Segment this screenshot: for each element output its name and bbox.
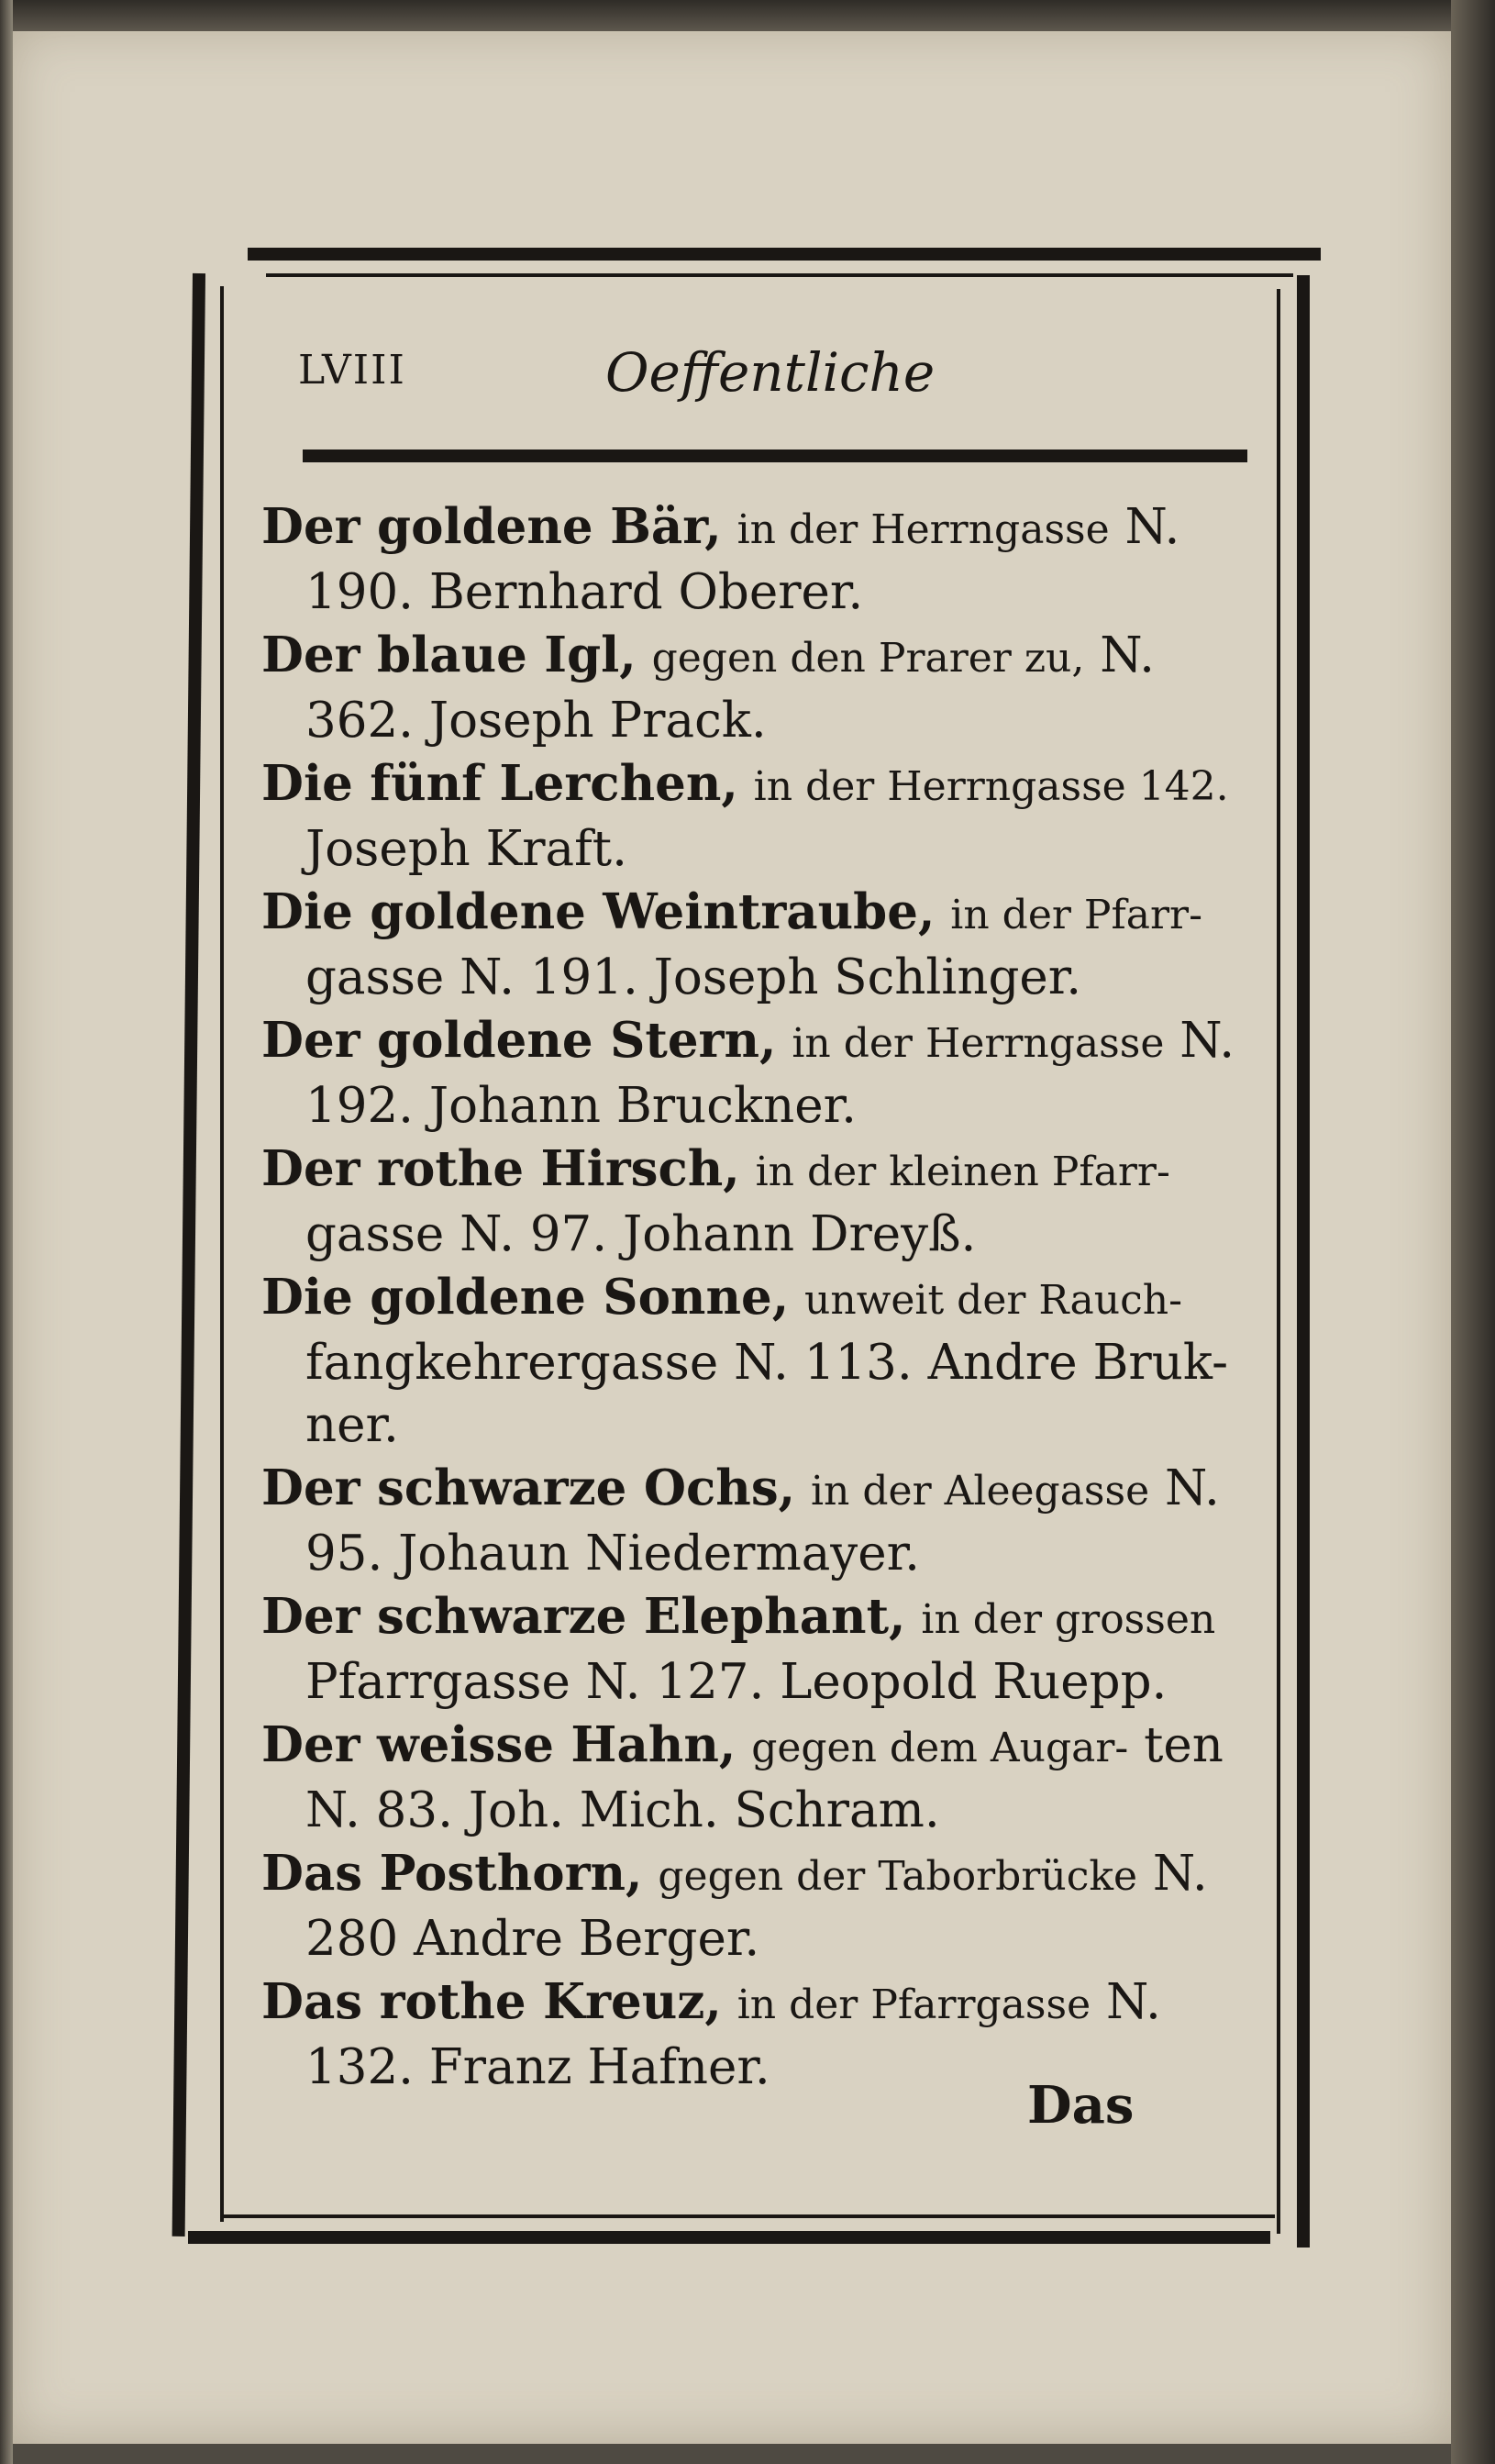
entry-detail: N. 190. Bernhard Oberer. (305, 499, 1180, 620)
entry-name: Die goldene Weintraube, (261, 883, 936, 940)
entry-detail: gasse N. 97. Johann Dreyß. (305, 1206, 977, 1262)
frame-right-rule (1297, 275, 1310, 2248)
entry-name: Die fünf Lerchen, (261, 755, 738, 812)
frame-bottom-inner-rule (220, 2214, 1275, 2218)
running-head: Oeffentliche (605, 341, 936, 404)
frame-bottom-rule (188, 2231, 1270, 2244)
entry-location: in der Pfarrgasse (736, 1981, 1091, 2028)
entry-name: Der goldene Stern, (261, 1012, 777, 1069)
entry-name: Das rothe Kreuz, (261, 1973, 722, 2030)
entry-name: Der schwarze Ochs, (261, 1460, 796, 1516)
entry-detail: gasse N. 191. Joseph Schlinger. (305, 949, 1082, 1005)
entry-name: Der blaue Igl, (261, 627, 637, 683)
page-number: LVIII (298, 347, 406, 394)
frame-left-inner-rule (220, 286, 224, 2222)
entry-location: in der Pfarr- (950, 892, 1202, 938)
entry-detail: N. 95. Johaun Niedermayer. (305, 1460, 1220, 1582)
entry-name: Der rothe Hirsch, (261, 1140, 740, 1197)
entry-detail: ten N. 83. Joh. Mich. Schram. (305, 1717, 1224, 1838)
entry-location: in der Herrngasse 142. (753, 763, 1229, 810)
entry-location: in der kleinen Pfarr- (755, 1149, 1170, 1195)
entry-detail: Joseph Kraft. (305, 821, 627, 877)
entry-detail: N. 362. Joseph Prack. (305, 627, 1156, 749)
list-item (261, 1009, 1243, 1138)
frame-top-inner-rule (266, 273, 1293, 277)
entry-name: Der goldene Bär, (261, 498, 722, 555)
entry-name: Die goldene Sonne, (261, 1269, 790, 1326)
entry-location: in der Aleegasse (810, 1468, 1150, 1515)
entry-list (261, 495, 1243, 2099)
list-item (261, 495, 1243, 624)
entry-detail: fangkehrergasse N. 113. Andre Bruk-ner. (305, 1335, 1228, 1453)
entry-detail: N. 280 Andre Berger. (305, 1846, 1208, 1967)
entry-detail: Pfarrgasse N. 127. Leopold Ruepp. (305, 1654, 1168, 1710)
frame-top-rule (248, 248, 1321, 261)
entry-detail: N. 132. Franz Hafner. (305, 1974, 1161, 2095)
entry-location: gegen den Prarer zu, (651, 635, 1085, 682)
list-item (261, 881, 1243, 1009)
catchword: Das (1027, 2075, 1135, 2136)
entry-location: unweit der Rauch- (804, 1277, 1182, 1324)
list-item (261, 624, 1243, 752)
list-item (261, 1457, 1243, 1585)
entry-location: gegen dem Augar- (751, 1725, 1129, 1771)
entry-detail: N. 192. Johann Bruckner. (305, 1013, 1235, 1134)
entry-name: Das Posthorn, (261, 1845, 643, 1902)
entry-name: Der weisse Hahn, (261, 1716, 736, 1773)
left-edge (0, 0, 13, 2464)
entry-name: Der schwarze Elephant, (261, 1588, 906, 1645)
entry-location: in der Herrngasse (792, 1020, 1165, 1067)
list-item (261, 1138, 1243, 1266)
book-spine (1451, 0, 1495, 2464)
list-item (261, 1585, 1243, 1714)
header-rule (303, 450, 1247, 462)
list-item (261, 1842, 1243, 1970)
entry-location: gegen der Taborbrücke (658, 1853, 1138, 1900)
entry-location: in der grossen (921, 1596, 1216, 1643)
entry-location: in der Herrngasse (736, 506, 1110, 553)
top-edge (0, 0, 1495, 31)
list-item (261, 1714, 1243, 1842)
list-item (261, 1266, 1243, 1457)
list-item (261, 752, 1243, 881)
frame-right-inner-rule (1277, 289, 1280, 2234)
